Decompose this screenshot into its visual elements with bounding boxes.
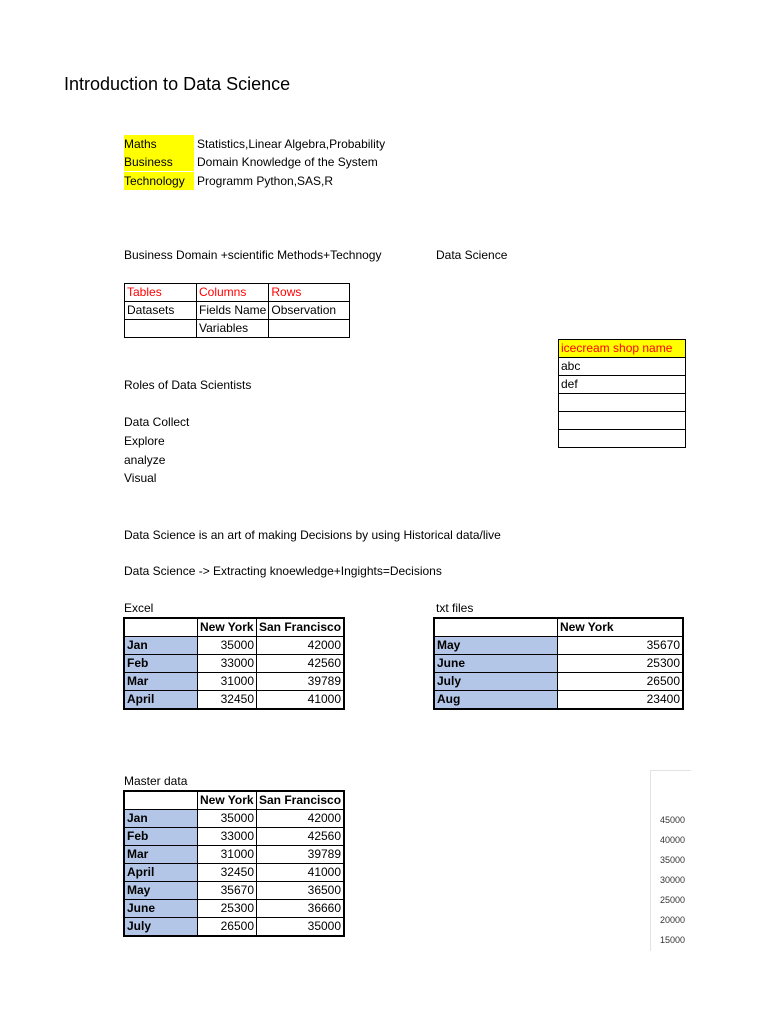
master-table: [123, 790, 345, 937]
master-header-row: [124, 791, 344, 810]
table-cell: Jan: [124, 637, 198, 655]
table-cell: [124, 791, 198, 810]
table-cell: Aug: [434, 691, 558, 710]
table-cell: July: [434, 673, 558, 691]
table-cell: [124, 618, 198, 637]
table-row: [434, 637, 683, 655]
role-item: Visual: [124, 471, 157, 485]
table-cell: 35670: [198, 882, 257, 900]
table-row: [559, 358, 686, 376]
table-cell: 41000: [257, 864, 345, 882]
table-cell: April: [124, 691, 198, 710]
table-row: [434, 673, 683, 691]
table-cell: 26500: [198, 918, 257, 937]
table-row: [434, 655, 683, 673]
table-cell: Feb: [124, 828, 198, 846]
terms-table-header-row: [125, 284, 350, 302]
table-cell: June: [434, 655, 558, 673]
txt-label: txt files: [436, 601, 474, 615]
table-cell: 25300: [558, 655, 684, 673]
terms-table: [124, 283, 350, 338]
table-cell: 32450: [198, 691, 257, 710]
table-cell: def: [559, 376, 686, 394]
table-cell: Jan: [124, 810, 198, 828]
chart-tick-label: 25000: [660, 895, 686, 905]
skill-value-maths: Statistics,Linear Algebra,Probability: [197, 137, 386, 151]
table-cell: 31000: [198, 846, 257, 864]
table-cell: 33000: [198, 828, 257, 846]
table-row: [125, 320, 350, 338]
table-row: [124, 637, 344, 655]
table-cell: [559, 412, 686, 430]
table-cell: 39789: [257, 673, 345, 691]
terms-header-rows: Rows: [269, 284, 350, 302]
terms-header-tables: Tables: [125, 284, 197, 302]
table-row: [559, 412, 686, 430]
table-cell: [269, 320, 350, 338]
role-item: Data Collect: [124, 415, 190, 429]
table-cell: Datasets: [125, 302, 197, 320]
skill-value-technology: Programm Python,SAS,R: [197, 174, 334, 188]
role-item: analyze: [124, 453, 166, 467]
table-cell: 41000: [257, 691, 345, 710]
excel-header-san-francisco: San Francisco: [257, 618, 345, 637]
table-cell: abc: [559, 358, 686, 376]
table-cell: 42000: [257, 810, 345, 828]
txt-header-row: [434, 618, 683, 637]
table-cell: 23400: [558, 691, 684, 710]
chart-tick-label: 20000: [660, 915, 686, 925]
table-row: [124, 655, 344, 673]
chart-tick-label: 40000: [660, 835, 686, 845]
formula-result: Data Science: [436, 248, 508, 262]
table-cell: [434, 618, 558, 637]
table-cell: May: [434, 637, 558, 655]
definition-2: Data Science -> Extracting knoewledge+Ingights=Decisions: [124, 564, 442, 578]
table-cell: 35000: [198, 810, 257, 828]
skill-label-maths: Maths: [124, 135, 194, 153]
table-row: [559, 394, 686, 412]
icecream-header-row: [559, 340, 686, 358]
table-cell: 25300: [198, 900, 257, 918]
table-row: [125, 302, 350, 320]
table-cell: July: [124, 918, 198, 937]
chart-tick-label: 30000: [660, 875, 686, 885]
table-cell: [559, 394, 686, 412]
chart-tick-label: 15000: [660, 935, 686, 945]
table-row: [124, 691, 344, 710]
excel-label: Excel: [124, 601, 154, 615]
chart-tick-label: 35000: [660, 855, 686, 865]
skill-label-technology: Technology: [124, 172, 194, 190]
table-cell: 39789: [257, 846, 345, 864]
table-cell: 35000: [198, 637, 257, 655]
table-cell: May: [124, 882, 198, 900]
table-row: [559, 376, 686, 394]
table-cell: Feb: [124, 655, 198, 673]
table-cell: 42560: [257, 655, 345, 673]
table-cell: April: [124, 864, 198, 882]
formula-line: Business Domain +scientific Methods+Technogy: [124, 248, 382, 262]
table-cell: 26500: [558, 673, 684, 691]
skill-value-business: Domain Knowledge of the System: [197, 155, 378, 169]
table-cell: 33000: [198, 655, 257, 673]
txt-table: [433, 617, 684, 710]
icecream-table: [558, 339, 686, 448]
page-title: Introduction to Data Science: [64, 74, 291, 94]
table-cell: Fields Name: [197, 302, 269, 320]
excel-table: [123, 617, 345, 710]
terms-header-columns: Columns: [197, 284, 269, 302]
master-header-new-york: New York: [198, 791, 257, 810]
master-header-san-francisco: San Francisco: [257, 791, 345, 810]
table-row: [124, 918, 344, 937]
chart-tick-label: 45000: [660, 815, 686, 825]
table-cell: 36500: [257, 882, 345, 900]
table-row: [124, 846, 344, 864]
table-cell: Mar: [124, 673, 198, 691]
table-row: [124, 864, 344, 882]
table-cell: June: [124, 900, 198, 918]
table-cell: 36660: [257, 900, 345, 918]
table-row: [559, 430, 686, 448]
table-cell: Observation: [269, 302, 350, 320]
skill-label-business: Business: [124, 153, 194, 171]
table-cell: 31000: [198, 673, 257, 691]
table-cell: 32450: [198, 864, 257, 882]
excel-header-new-york: New York: [198, 618, 257, 637]
definition-1: Data Science is an art of making Decisions by using Historical data/live: [124, 528, 501, 542]
table-row: [124, 900, 344, 918]
table-row: [434, 691, 683, 710]
icecream-header: icecream shop name: [559, 340, 686, 358]
role-item: Explore: [124, 434, 165, 448]
master-label: Master data: [124, 774, 188, 788]
table-cell: [559, 430, 686, 448]
excel-header-row: [124, 618, 344, 637]
table-cell: 42560: [257, 828, 345, 846]
table-row: [124, 828, 344, 846]
table-cell: 35670: [558, 637, 684, 655]
table-row: [124, 882, 344, 900]
table-cell: Mar: [124, 846, 198, 864]
table-row: [124, 810, 344, 828]
txt-header-new-york: New York: [558, 618, 684, 637]
table-row: [124, 673, 344, 691]
roles-title: Roles of Data Scientists: [124, 378, 252, 392]
table-cell: 42000: [257, 637, 345, 655]
table-cell: Variables: [197, 320, 269, 338]
table-cell: [125, 320, 197, 338]
table-cell: 35000: [257, 918, 345, 937]
